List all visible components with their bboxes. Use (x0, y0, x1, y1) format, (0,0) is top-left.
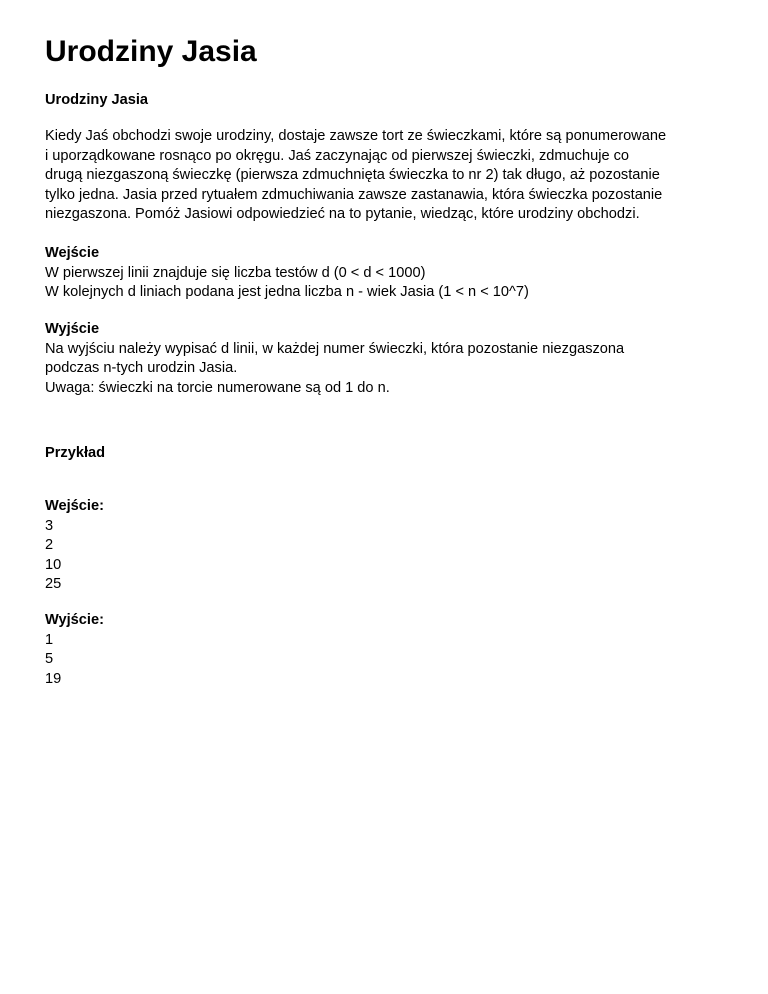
output-heading: Wyjście (45, 321, 100, 337)
description-line: tylko jedna. Jasia przed rytuałem zdmuchiwania zawsze zastanawia, która świeczka pozostanie (45, 186, 663, 203)
example-output-label: Wyjście: (45, 612, 104, 628)
input-spec-line: W kolejnych d liniach podana jest jedna liczba n - wiek Jasia (1 < n < 10^7) (45, 284, 529, 300)
problem-description (45, 127, 666, 225)
input-section (45, 244, 529, 303)
example-output-value: 19 (45, 670, 62, 687)
example-input-value: 25 (45, 576, 62, 592)
page-title: Urodziny Jasia (45, 35, 257, 68)
example-input-value: 10 (45, 556, 62, 573)
example-input-label: Wejście: (45, 498, 104, 514)
example-heading: Przykład (45, 445, 106, 461)
example-input-value: 3 (45, 517, 54, 534)
description-line: niezgaszona. Pomóż Jasiowi odpowiedzieć na to pytanie, wiedząc, które urodziny obchodzi. (45, 206, 640, 222)
output-spec-line: Uwaga: świeczki na torcie numerowane są od 1 do n. (45, 379, 390, 396)
input-heading: Wejście (45, 245, 100, 261)
output-spec-line: podczas n-tych urodzin Jasia. (45, 360, 238, 376)
description-line: i uporządkowane rosnąco po okręgu. Jaś zaczynając od pierwszej świeczki, zdmuchuje co (45, 147, 630, 164)
input-spec-line: W pierwszej linii znajduje się liczba testów d (0 < d < 1000) (45, 264, 426, 281)
example-input (45, 497, 104, 595)
example-output-value: 5 (45, 651, 54, 667)
example-output-value: 1 (45, 631, 54, 648)
example-input-value: 2 (45, 537, 54, 553)
output-section (45, 320, 624, 398)
description-line: drugą niezgaszoną świeczkę (pierwsza zdmuchnięta świeczka to nr 2) tak długo, aż pozostanie (45, 167, 660, 183)
example-output (45, 611, 104, 689)
problem-subtitle: Urodziny Jasia (45, 92, 149, 108)
output-spec-line: Na wyjściu należy wypisać d linii, w każdej numer świeczki, która pozostanie niezgaszona (45, 340, 625, 357)
description-line: Kiedy Jaś obchodzi swoje urodziny, dostaje zawsze tort ze świeczkami, które są ponumerowane (45, 128, 667, 144)
